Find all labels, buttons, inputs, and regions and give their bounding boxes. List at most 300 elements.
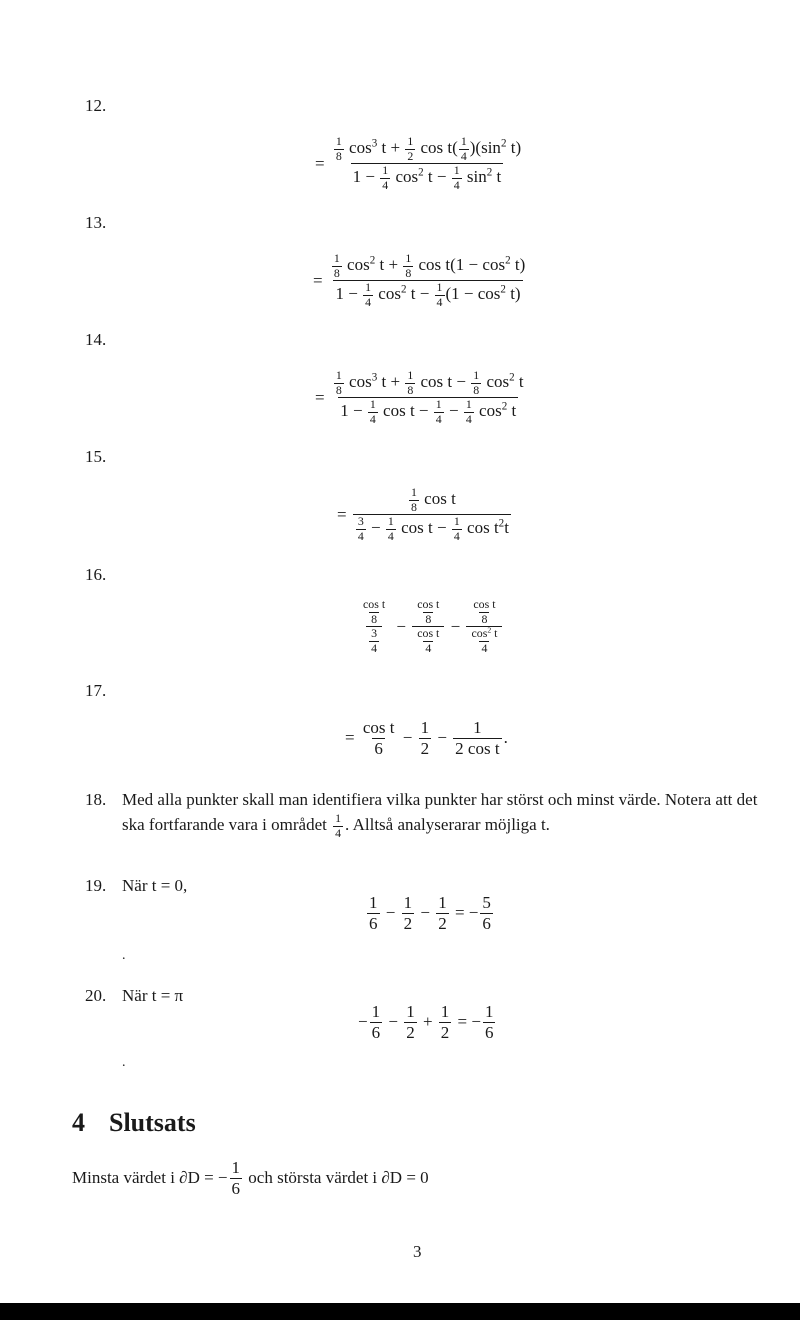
math-text: cos t −	[416, 372, 471, 392]
math-text: t	[514, 372, 524, 392]
math-text: 4	[369, 412, 376, 427]
fraction	[405, 369, 415, 397]
numerator	[386, 515, 396, 529]
superscript: 2	[487, 625, 492, 635]
math-text: cos t	[362, 718, 395, 737]
math-text: och största värdet i ∂D = 0	[244, 1168, 429, 1188]
fraction	[469, 627, 499, 655]
fraction	[331, 135, 523, 193]
denominator	[334, 149, 344, 164]
numerator	[404, 1002, 417, 1022]
numerator	[439, 1002, 452, 1022]
math-text: 4	[357, 529, 364, 544]
math-text: 1	[410, 485, 417, 499]
math-text: cos t	[417, 626, 440, 641]
fraction	[353, 486, 511, 544]
superscript: 2	[400, 283, 407, 296]
math-text: 1	[231, 1158, 241, 1177]
denominator	[380, 178, 390, 193]
math-text: 1	[407, 134, 414, 148]
math-text: 4	[436, 295, 443, 310]
denominator	[353, 514, 511, 543]
numerator	[368, 398, 378, 412]
equation-12	[315, 135, 525, 193]
math-text: 2	[420, 738, 430, 758]
fraction	[480, 893, 493, 933]
math-text: −	[398, 728, 417, 748]
math-text: 4	[371, 641, 378, 656]
numerator	[459, 135, 469, 149]
math-text: (1 − cos	[445, 284, 501, 304]
fraction	[415, 598, 441, 626]
fraction	[380, 164, 390, 192]
math-text: −	[392, 616, 411, 636]
math-text: 8	[335, 148, 342, 163]
denominator	[368, 412, 378, 427]
denominator: 4	[335, 825, 342, 840]
math-text: cos t	[462, 518, 499, 538]
numerator	[434, 398, 444, 412]
numerator	[436, 893, 449, 913]
numerator	[471, 598, 497, 612]
math-text: 1	[436, 280, 443, 295]
math-text: 1 −	[352, 167, 380, 187]
denominator	[356, 529, 366, 544]
math-text: t	[504, 518, 509, 538]
fraction	[412, 598, 444, 656]
math-text: 6	[374, 738, 383, 758]
equation-14	[315, 369, 528, 427]
math-text: 1	[453, 514, 460, 529]
denominator	[351, 163, 504, 192]
fraction	[439, 1002, 452, 1042]
math-text: cos	[344, 372, 372, 392]
numerator	[361, 598, 387, 612]
math-text: cos	[342, 255, 370, 275]
fraction	[329, 252, 527, 310]
math-text: 8	[410, 499, 417, 514]
superscript: 2	[500, 283, 506, 296]
fraction	[459, 135, 469, 163]
math-text: 8	[425, 611, 432, 626]
math-text: t	[491, 626, 498, 641]
math-text: +	[418, 1012, 437, 1032]
numerator	[405, 135, 415, 149]
math-text: 4	[425, 641, 432, 656]
math-text: cos t −	[396, 518, 451, 538]
denominator	[386, 529, 396, 544]
superscript: 2	[505, 254, 511, 267]
numerator	[331, 369, 526, 397]
math-text: 2	[406, 1022, 415, 1042]
math-text: 4	[365, 295, 372, 310]
math-text: 1	[369, 893, 378, 912]
math-text: =	[337, 504, 351, 524]
fraction-one-quarter	[333, 812, 343, 840]
math-text: −	[381, 903, 400, 923]
denominator	[369, 641, 379, 656]
math-text: 2	[438, 913, 447, 933]
math-text: cos t(1 − cos	[414, 255, 506, 275]
denominator	[230, 1178, 243, 1199]
math-text: 8	[407, 382, 414, 397]
fraction	[331, 369, 526, 427]
section-number: 4	[72, 1108, 85, 1137]
fraction	[436, 893, 449, 933]
math-text: cos	[482, 372, 510, 392]
section-heading	[72, 1108, 196, 1138]
math-text: 1	[460, 134, 467, 148]
numerator: 1	[335, 811, 342, 825]
math-text: cos	[344, 138, 372, 158]
math-text: 6	[482, 913, 491, 933]
numerator	[409, 486, 419, 500]
math-text: 1	[406, 1002, 415, 1021]
superscript: 2	[500, 137, 507, 150]
math-text: 1	[420, 718, 430, 737]
math-text: 1	[484, 1002, 494, 1021]
numerator	[452, 164, 462, 178]
numerator	[415, 598, 441, 612]
numerator	[419, 718, 432, 738]
numerator	[380, 164, 390, 178]
math-text: 8	[371, 611, 378, 626]
numerator	[435, 281, 445, 295]
page-number: 3	[413, 1242, 422, 1261]
math-text: 1	[435, 397, 442, 412]
math-text: 3	[371, 626, 378, 641]
math-text: =	[315, 387, 329, 407]
math-text: 6	[371, 1022, 381, 1042]
math-text: 1	[369, 397, 376, 412]
math-text: 8	[335, 382, 342, 397]
numerator	[483, 1002, 496, 1022]
math-text: −	[444, 401, 463, 421]
numerator	[363, 281, 373, 295]
math-text: t)	[510, 255, 526, 275]
math-text: 1	[387, 514, 394, 529]
denominator	[369, 612, 379, 627]
numerator	[332, 252, 342, 266]
numerator	[471, 369, 481, 383]
math-text: −	[384, 1012, 403, 1032]
math-text: 5	[482, 893, 491, 912]
math-text: 1	[438, 893, 447, 912]
math-text: cos	[391, 167, 419, 187]
numerator	[334, 135, 344, 149]
denominator	[405, 149, 415, 164]
fraction	[435, 281, 445, 309]
math-text: 2	[440, 1022, 450, 1042]
math-text: t)	[505, 284, 521, 304]
denominator	[367, 913, 380, 934]
item-18	[85, 787, 775, 840]
numerator	[329, 252, 527, 280]
math-text: −	[446, 616, 465, 636]
numerator	[356, 515, 366, 529]
denominator	[423, 612, 433, 627]
fraction	[405, 135, 415, 163]
math-text: cos t	[363, 597, 386, 611]
superscript: 2	[498, 517, 505, 530]
math-text: 1	[465, 397, 472, 412]
math-text: 4	[382, 178, 389, 193]
math-text: −	[433, 728, 452, 748]
superscript: 3	[371, 137, 378, 150]
denominator	[479, 612, 489, 627]
numerator	[468, 598, 500, 626]
fraction	[415, 627, 441, 655]
math-text: 8	[473, 382, 480, 397]
math-text: t +	[377, 138, 405, 158]
math-text: sin	[462, 167, 487, 187]
math-text: .	[503, 728, 508, 748]
fraction	[334, 135, 344, 163]
item-number-16: 16.	[85, 565, 107, 584]
math-text: 6	[484, 1022, 494, 1042]
denominator	[452, 178, 462, 193]
math-text: 4	[387, 529, 394, 544]
math-text: 1	[335, 134, 342, 148]
equation-15	[337, 486, 513, 544]
math-text: cos t −	[378, 401, 433, 421]
numerator	[471, 718, 484, 738]
denominator	[479, 641, 489, 656]
math-text: )(sin	[469, 138, 501, 158]
math-text: cos t	[473, 597, 496, 611]
denominator	[483, 1022, 496, 1043]
numerator	[334, 369, 344, 383]
fraction	[471, 598, 497, 626]
denominator	[419, 738, 432, 759]
numerator	[403, 252, 413, 266]
denominator	[334, 383, 344, 398]
denominator	[423, 641, 433, 656]
numerator	[367, 893, 380, 913]
fraction	[370, 1002, 383, 1042]
fraction	[402, 893, 415, 933]
fraction	[452, 515, 462, 543]
math-text: 8	[481, 611, 488, 626]
math-text: cos t(	[416, 138, 458, 158]
math-text: cos	[471, 626, 488, 641]
denominator	[412, 626, 444, 655]
math-text: 8	[405, 265, 412, 280]
item-18-text-before: Med alla punkter skall man identifiera vilka punkter har störst och minst värde. Notera att det ska fortfarande vara i området	[122, 790, 758, 835]
math-text: t	[492, 167, 502, 187]
math-text: 8	[333, 265, 340, 280]
numerator	[452, 515, 462, 529]
math-text: 4	[465, 412, 472, 427]
numerator	[464, 398, 474, 412]
math-text: 1	[473, 368, 480, 382]
numerator	[370, 1002, 383, 1022]
superscript: 3	[371, 371, 378, 384]
math-text: =	[313, 270, 327, 290]
equation-13	[313, 252, 529, 310]
denominator	[403, 266, 413, 281]
denominator	[338, 397, 518, 426]
math-text: 2	[407, 148, 414, 163]
denominator	[434, 412, 444, 427]
fraction	[466, 598, 502, 656]
item-18-text-after: . Alltså analyserarar möjliga t.	[345, 815, 550, 835]
fraction	[452, 164, 462, 192]
fraction	[483, 1002, 496, 1042]
denominator	[466, 626, 502, 655]
math-text: 1	[407, 368, 414, 382]
superscript: 2	[369, 254, 376, 267]
equation-16	[356, 598, 504, 656]
math-text: 1	[335, 368, 342, 382]
item-20-dot: .	[122, 1055, 126, 1070]
math-text: cos t	[417, 597, 440, 611]
numerator	[480, 893, 493, 913]
denominator	[464, 412, 474, 427]
fraction	[356, 515, 366, 543]
fraction	[361, 598, 387, 626]
section-title: Slutsats	[109, 1108, 196, 1137]
fraction	[419, 718, 432, 758]
denominator	[436, 913, 449, 934]
math-text: 1 −	[340, 401, 367, 421]
math-text: −	[358, 1012, 368, 1032]
math-text: 1	[365, 280, 372, 295]
item-18-text	[122, 787, 775, 840]
numerator	[369, 627, 379, 641]
numerator	[331, 135, 523, 163]
item-19-dot: .	[122, 948, 126, 963]
fraction	[368, 398, 378, 426]
math-text: 1	[453, 163, 460, 178]
denominator	[332, 266, 342, 281]
math-text: t +	[375, 255, 403, 275]
numerator	[469, 627, 499, 641]
fraction	[363, 281, 373, 309]
math-text: 6	[231, 1178, 241, 1198]
math-text: 1	[382, 163, 389, 178]
fraction	[369, 627, 379, 655]
fraction	[409, 486, 419, 514]
math-text: =	[345, 728, 359, 748]
math-text: 4	[435, 412, 442, 427]
math-text: 1	[405, 251, 412, 265]
item-number-19: 19.	[85, 876, 107, 895]
item-number-14: 14.	[85, 330, 107, 349]
fraction	[332, 252, 342, 280]
item-number-20: 20.	[85, 986, 107, 1005]
numerator	[361, 718, 397, 738]
math-text: 3	[357, 514, 364, 529]
item-number-17: 17.	[85, 681, 107, 700]
math-text: 4	[453, 178, 460, 193]
fraction	[403, 252, 413, 280]
numerator	[402, 893, 415, 913]
superscript: 2	[501, 400, 508, 413]
denominator	[363, 295, 373, 310]
item-number-12: 12.	[85, 96, 107, 115]
fraction	[367, 893, 380, 933]
math-text: Minsta värdet i ∂D = −	[72, 1168, 228, 1188]
denominator	[480, 913, 493, 934]
numerator	[412, 598, 444, 626]
math-text: −	[366, 518, 385, 538]
numerator	[406, 486, 458, 514]
denominator	[405, 383, 415, 398]
fraction	[471, 369, 481, 397]
fraction	[358, 598, 390, 656]
math-text: = −	[450, 903, 479, 923]
denominator	[409, 500, 419, 515]
math-text: t +	[377, 372, 405, 392]
fraction	[386, 515, 396, 543]
math-text: t)	[506, 138, 522, 158]
math-text: = −	[453, 1012, 481, 1032]
item-number-15: 15.	[85, 447, 107, 466]
denominator	[333, 280, 522, 309]
denominator	[402, 913, 415, 934]
math-text: 1	[473, 718, 482, 737]
math-text: cos t	[419, 489, 456, 509]
math-text: 4	[453, 529, 460, 544]
denominator	[453, 738, 501, 759]
math-text: =	[315, 153, 329, 173]
equation-19	[365, 893, 495, 933]
math-text: cos	[474, 401, 502, 421]
math-text: 1	[403, 893, 413, 912]
math-text: t −	[406, 284, 434, 304]
math-text: t	[507, 401, 517, 421]
math-text: 1	[333, 251, 340, 265]
item-20-label: När t = π	[122, 986, 184, 1005]
denominator	[404, 1022, 417, 1043]
math-text: 6	[369, 913, 378, 933]
superscript: 2	[486, 166, 493, 179]
superscript: 2	[509, 371, 515, 384]
math-text: 4	[460, 148, 467, 163]
denominator	[459, 149, 469, 164]
fraction	[404, 1002, 417, 1042]
math-text: cos	[374, 284, 401, 304]
math-text: 4	[481, 641, 488, 656]
fraction	[453, 718, 501, 758]
denominator	[372, 738, 385, 759]
numerator	[358, 598, 390, 626]
numerator	[415, 627, 441, 641]
math-text: t −	[423, 167, 451, 187]
numerator	[405, 369, 415, 383]
denominator	[452, 529, 462, 544]
item-number-18: 18.	[85, 790, 107, 809]
equation-17	[345, 718, 508, 758]
superscript: 2	[418, 166, 424, 179]
denominator	[370, 1022, 383, 1043]
fraction	[434, 398, 444, 426]
fraction	[334, 369, 344, 397]
bottom-bar	[0, 1303, 800, 1320]
math-text: 1	[440, 1002, 450, 1021]
item-number-13: 13.	[85, 213, 107, 232]
math-text: 1	[371, 1002, 381, 1021]
item-19-label: När t = 0,	[122, 876, 188, 895]
denominator	[366, 626, 382, 655]
math-text: 1 −	[335, 284, 363, 304]
math-text: −	[416, 903, 435, 923]
fraction	[464, 398, 474, 426]
numerator	[230, 1158, 243, 1178]
math-text: 2	[403, 913, 413, 933]
equation-20	[358, 1002, 497, 1042]
